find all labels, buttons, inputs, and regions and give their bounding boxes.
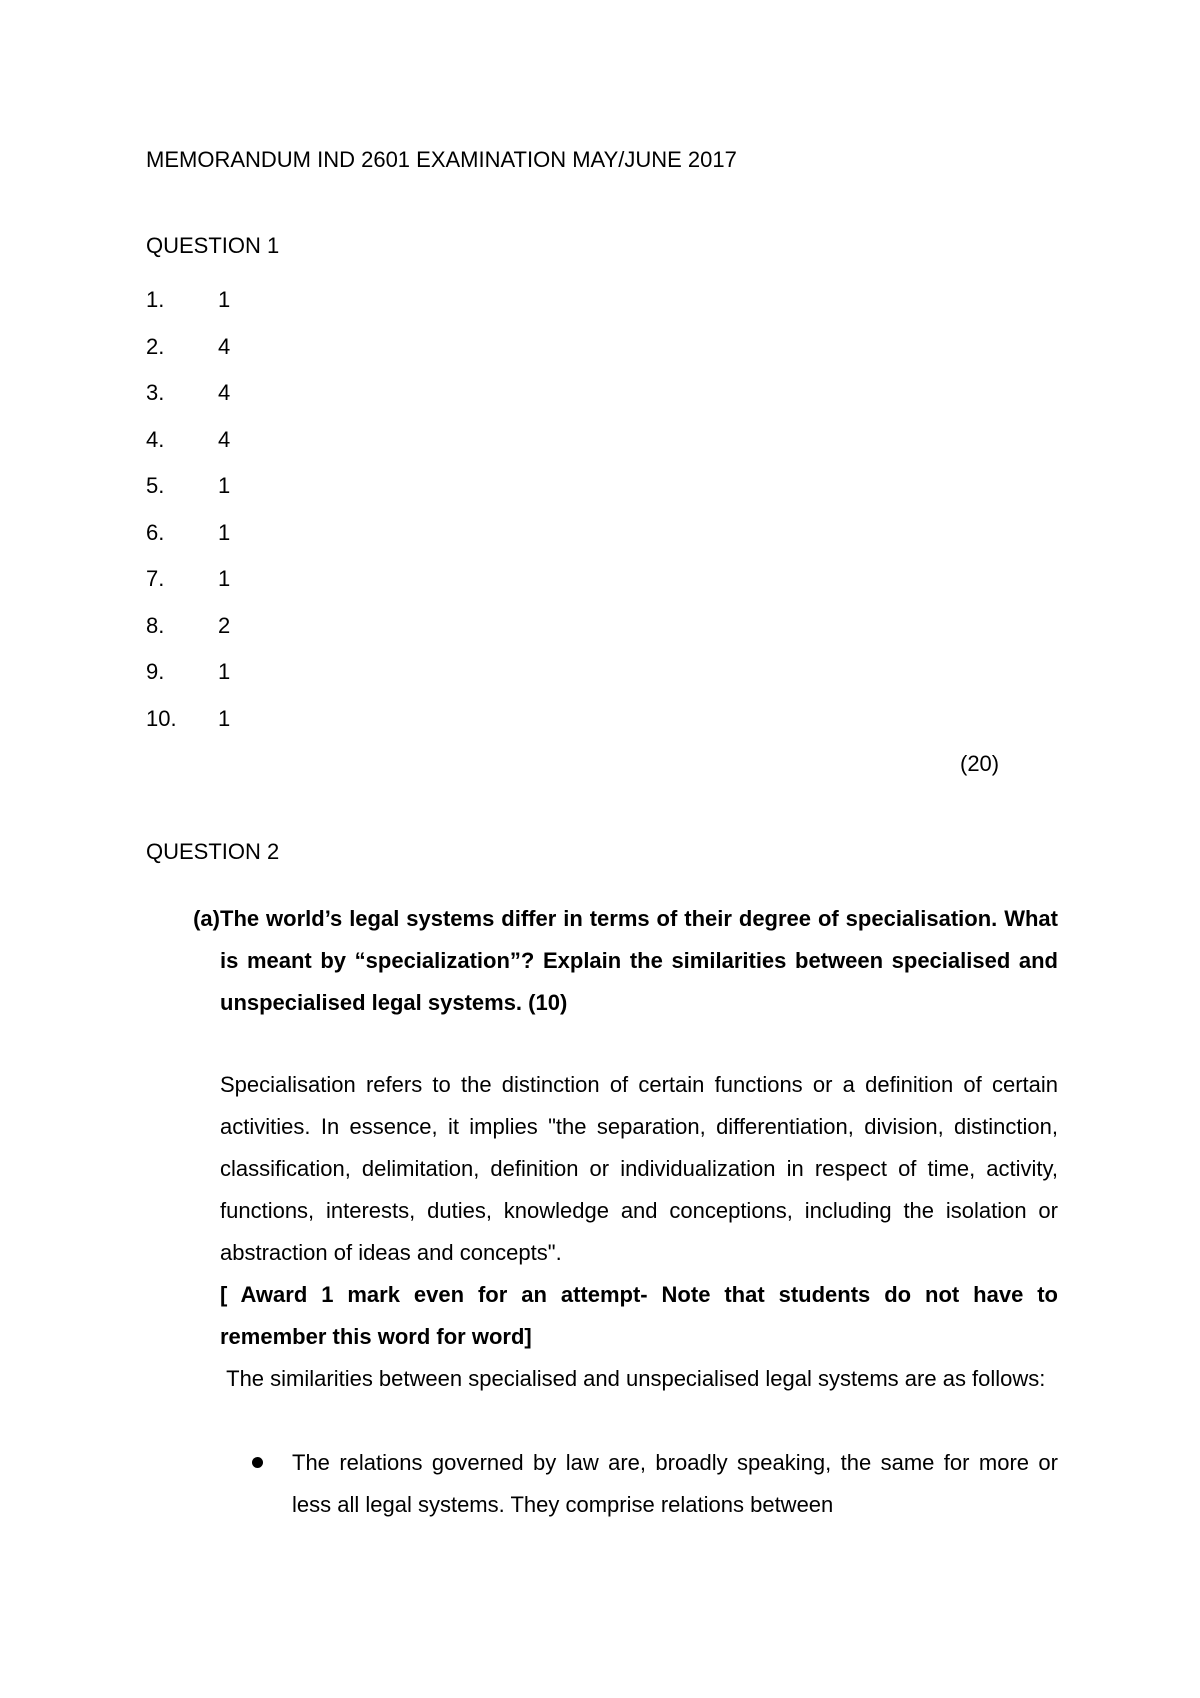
answer-row — [146, 705, 230, 752]
answer-row — [146, 519, 230, 566]
answer-row — [146, 333, 230, 380]
answer-row — [146, 472, 230, 519]
answer-number: 10. — [146, 705, 177, 731]
answer-value: 4 — [218, 426, 231, 452]
bullet-icon — [220, 1442, 292, 1526]
answer-value: 1 — [218, 287, 231, 312]
answer-row — [146, 658, 230, 705]
answer-value: 1 — [218, 473, 231, 498]
part-a-similarities-intro: The similarities between specialised and unspecialised legal systems are as follows: — [220, 1366, 1046, 1391]
part-a-marking-note: [ Award 1 mark even for an attempt- Note that students do not have to remember this word for word] — [220, 1282, 1058, 1349]
answer-row — [146, 426, 230, 473]
answer-value: 4 — [218, 333, 231, 359]
part-a-definition-answer: Specialisation refers to the distinction of certain functions or a definition of certain activities. In essence, it implies "the separation, differentiation, division, distinction, classification, delimitation, definition or individualization in respect of time, activity, functions, interests, duties, knowledge and conceptions, including the isolation or abstraction of ideas and concepts". — [220, 1072, 1058, 1265]
answer-number: 9. — [146, 659, 165, 684]
answer-value: 4 — [218, 380, 231, 405]
answer-value: 1 — [218, 705, 231, 731]
question-1-answer-list — [146, 286, 230, 751]
part-a-label — [146, 898, 220, 1526]
spacer — [220, 1024, 1058, 1064]
bullet-text: The relations governed by law are, broadly speaking, the same for more or less all legal systems. They comprise relations between — [292, 1450, 1058, 1517]
question-2-heading: QUESTION 2 — [146, 839, 280, 864]
answer-number: 8. — [146, 612, 165, 638]
question-2-part-a — [146, 898, 1058, 1526]
answer-value: 2 — [218, 612, 231, 638]
answer-number: 1. — [146, 287, 165, 312]
answer-value: 1 — [218, 566, 231, 591]
answer-number: 7. — [146, 566, 165, 591]
answer-row — [146, 565, 230, 612]
answer-row — [146, 612, 230, 659]
document-title: MEMORANDUM IND 2601 EXAMINATION MAY/JUNE 2017 — [146, 147, 737, 172]
part-a-body — [220, 898, 1058, 1526]
answer-value: 1 — [218, 659, 231, 684]
bullet-item — [220, 1442, 1058, 1526]
answer-value: 1 — [218, 519, 231, 545]
answer-number: 5. — [146, 473, 165, 498]
answer-row — [146, 379, 230, 426]
question-1-heading: QUESTION 1 — [146, 233, 280, 258]
part-a-label-text: (a) — [193, 906, 220, 931]
answer-number: 2. — [146, 333, 165, 359]
part-a-row — [146, 898, 1058, 1526]
answer-number: 6. — [146, 519, 165, 545]
answer-row — [146, 286, 230, 333]
answer-number: 3. — [146, 380, 165, 405]
answer-number: 4. — [146, 426, 165, 452]
part-a-question-text: The world’s legal systems differ in terms of their degree of specialisation. What is meant by “specialization”? Explain the similarities between specialised and unspecialised legal systems. (10) — [220, 906, 1058, 1015]
question-1-total-mark: (20) — [960, 751, 1000, 776]
spacer — [220, 1400, 1058, 1442]
